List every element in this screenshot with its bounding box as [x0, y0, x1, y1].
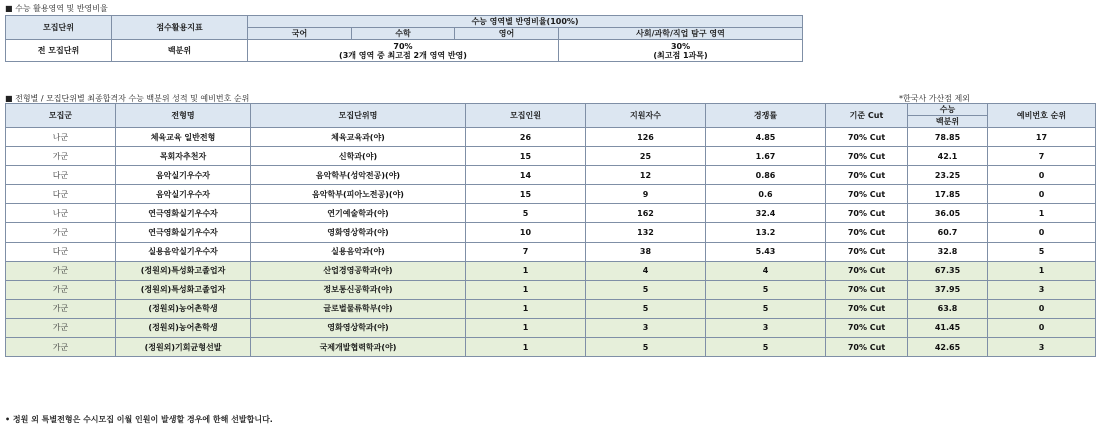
cell-group: 다군 — [6, 185, 116, 204]
header-english: 영어 — [455, 28, 559, 40]
cell-quota: 15 — [466, 147, 586, 166]
cell-ratio: 4 — [706, 261, 826, 280]
cell-unit: 실용음악과(야) — [251, 242, 466, 261]
inquiry-note: (최고점 1과목) — [653, 50, 708, 60]
cell-cut: 70% Cut — [826, 128, 908, 147]
cell-cut: 70% Cut — [826, 299, 908, 318]
cell-type: 체육교육 일반전형 — [116, 128, 251, 147]
cell-applicants: 25 — [586, 147, 706, 166]
cell-group: 다군 — [6, 166, 116, 185]
table-row — [6, 338, 1096, 357]
cell-group: 가군 — [6, 280, 116, 299]
cell-quota: 15 — [466, 185, 586, 204]
cell-kme — [248, 40, 559, 62]
korean-history-note: *한국사 가산점 제외 — [899, 94, 970, 103]
header-cut: 기준 Cut — [826, 104, 908, 128]
cell-applicants: 4 — [586, 261, 706, 280]
cell-applicants: 38 — [586, 242, 706, 261]
cell-type: 연극영화실기우수자 — [116, 204, 251, 223]
section1-title: ■ 수능 활용영역 및 반영비율 — [5, 4, 108, 13]
header-inquiry: 사회/과학/직업 탐구 영역 — [559, 28, 803, 40]
cell-percentile: 67.35 — [908, 261, 988, 280]
cell-group: 가군 — [6, 318, 116, 337]
header-suneung: 수능 — [908, 104, 988, 116]
kme-note: (3개 영역 중 최고점 2개 영역 반영) — [339, 50, 467, 60]
cell-percentile: 37.95 — [908, 280, 988, 299]
cell-quota: 1 — [466, 318, 586, 337]
cell-waitlist: 5 — [988, 242, 1096, 261]
cell-cut: 70% Cut — [826, 318, 908, 337]
cell-ratio: 4.85 — [706, 128, 826, 147]
cell-ratio: 0.6 — [706, 185, 826, 204]
cell-unit: 음악학부(피아노전공)(야) — [251, 185, 466, 204]
cell-ratio: 3 — [706, 318, 826, 337]
results-table — [5, 103, 1096, 357]
cell-applicants: 12 — [586, 166, 706, 185]
cell-type: 음악실기우수자 — [116, 166, 251, 185]
cell-unit: 신학과(야) — [251, 147, 466, 166]
section2-title: ■ 전형별 / 모집단위별 최종합격자 수능 백분위 성적 및 예비번호 순위 — [5, 94, 250, 103]
cell-type: 실용음악실기우수자 — [116, 242, 251, 261]
cell-ratio: 32.4 — [706, 204, 826, 223]
cell-type: (정원외)농어촌학생 — [116, 299, 251, 318]
cell-ratio: 5.43 — [706, 242, 826, 261]
cell-quota: 1 — [466, 338, 586, 357]
cell-quota: 1 — [466, 299, 586, 318]
cell-quota: 1 — [466, 261, 586, 280]
cell-type: 음악실기우수자 — [116, 185, 251, 204]
cell-waitlist: 0 — [988, 299, 1096, 318]
header-applicants: 지원자수 — [586, 104, 706, 128]
header-waitlist: 예비번호 순위 — [988, 104, 1096, 128]
cell-percentile: 63.8 — [908, 299, 988, 318]
cell-type: (정원외)기회균형선발 — [116, 338, 251, 357]
cell-group: 가군 — [6, 261, 116, 280]
header-unit-name: 모집단위명 — [251, 104, 466, 128]
cell-unit: 연기예술학과(야) — [251, 204, 466, 223]
table-row — [6, 223, 1096, 242]
cell-quota: 10 — [466, 223, 586, 242]
cell-quota: 5 — [466, 204, 586, 223]
table-row — [6, 318, 1096, 337]
cell-group: 가군 — [6, 147, 116, 166]
cell-type: 연극영화실기우수자 — [116, 223, 251, 242]
cell-unit: 영화영상학과(야) — [251, 223, 466, 242]
cell-unit: 정보통신공학과(야) — [251, 280, 466, 299]
cell-percentile: 41.45 — [908, 318, 988, 337]
header-type: 전형명 — [116, 104, 251, 128]
cell-waitlist: 1 — [988, 261, 1096, 280]
cell-applicants: 126 — [586, 128, 706, 147]
cell-unit: 영화영상학과(야) — [251, 318, 466, 337]
cell-group: 나군 — [6, 204, 116, 223]
cell-quota: 14 — [466, 166, 586, 185]
cell-waitlist: 0 — [988, 223, 1096, 242]
cell-group: 다군 — [6, 242, 116, 261]
cell-cut: 70% Cut — [826, 338, 908, 357]
cell-percentile: 78.85 — [908, 128, 988, 147]
cell-quota: 7 — [466, 242, 586, 261]
table-row — [6, 299, 1096, 318]
cell-unit: 산업경영공학과(야) — [251, 261, 466, 280]
cell-unit: 체육교육과(야) — [251, 128, 466, 147]
cell-unit: 전 모집단위 — [6, 40, 112, 62]
cell-unit: 글로벌물류학부(야) — [251, 299, 466, 318]
table-row — [6, 261, 1096, 280]
cell-waitlist: 3 — [988, 280, 1096, 299]
cell-unit: 음악학부(성악전공)(야) — [251, 166, 466, 185]
cell-applicants: 5 — [586, 299, 706, 318]
table-row — [6, 280, 1096, 299]
cell-cut: 70% Cut — [826, 280, 908, 299]
cell-unit: 국제개발협력학과(야) — [251, 338, 466, 357]
cell-group: 가군 — [6, 223, 116, 242]
inquiry-percent: 30% — [670, 41, 691, 51]
table-row — [6, 166, 1096, 185]
cell-waitlist: 7 — [988, 147, 1096, 166]
header-competition: 경쟁률 — [706, 104, 826, 128]
header-math: 수학 — [352, 28, 455, 40]
cell-ratio: 5 — [706, 338, 826, 357]
cell-waitlist: 3 — [988, 338, 1096, 357]
cell-applicants: 5 — [586, 280, 706, 299]
cell-ratio: 13.2 — [706, 223, 826, 242]
cell-applicants: 132 — [586, 223, 706, 242]
cell-type: 목회자추천자 — [116, 147, 251, 166]
cell-quota: 26 — [466, 128, 586, 147]
cell-ratio: 0.86 — [706, 166, 826, 185]
cell-cut: 70% Cut — [826, 261, 908, 280]
header-percentile: 백분위 — [908, 116, 988, 128]
cell-percentile: 36.05 — [908, 204, 988, 223]
cell-type: (정원외)특성화고졸업자 — [116, 280, 251, 299]
header-quota: 모집인원 — [466, 104, 586, 128]
header-ratio: 수능 영역별 반영비율(100%) — [248, 16, 803, 28]
table-row — [6, 185, 1096, 204]
cell-cut: 70% Cut — [826, 223, 908, 242]
header-group: 모집군 — [6, 104, 116, 128]
kme-percent: 70% — [393, 41, 413, 51]
cell-quota: 1 — [466, 280, 586, 299]
table-row — [6, 147, 1096, 166]
cell-percentile: 42.65 — [908, 338, 988, 357]
cell-type: (정원외)농어촌학생 — [116, 318, 251, 337]
table-row — [6, 242, 1096, 261]
cell-waitlist: 17 — [988, 128, 1096, 147]
cell-waitlist: 0 — [988, 166, 1096, 185]
cell-applicants: 3 — [586, 318, 706, 337]
cell-applicants: 5 — [586, 338, 706, 357]
cell-ratio: 5 — [706, 280, 826, 299]
cell-index: 백분위 — [112, 40, 248, 62]
cell-cut: 70% Cut — [826, 185, 908, 204]
cell-waitlist: 0 — [988, 318, 1096, 337]
cell-applicants: 162 — [586, 204, 706, 223]
cell-ratio: 1.67 — [706, 147, 826, 166]
cell-ratio: 5 — [706, 299, 826, 318]
cell-cut: 70% Cut — [826, 242, 908, 261]
cell-group: 나군 — [6, 128, 116, 147]
header-unit: 모집단위 — [6, 16, 112, 40]
cell-percentile: 23.25 — [908, 166, 988, 185]
cell-waitlist: 1 — [988, 204, 1096, 223]
cell-cut: 70% Cut — [826, 204, 908, 223]
cell-inquiry — [559, 40, 803, 62]
reflection-ratio-table — [5, 15, 803, 62]
cell-cut: 70% Cut — [826, 166, 908, 185]
cell-applicants: 9 — [586, 185, 706, 204]
cell-percentile: 17.85 — [908, 185, 988, 204]
header-korean: 국어 — [248, 28, 352, 40]
table-row — [6, 204, 1096, 223]
cell-percentile: 42.1 — [908, 147, 988, 166]
cell-group: 가군 — [6, 338, 116, 357]
header-index: 점수활용지표 — [112, 16, 248, 40]
cell-percentile: 60.7 — [908, 223, 988, 242]
table-row — [6, 128, 1096, 147]
cell-type: (정원외)특성화고졸업자 — [116, 261, 251, 280]
cell-cut: 70% Cut — [826, 147, 908, 166]
cell-waitlist: 0 — [988, 185, 1096, 204]
cell-group: 가군 — [6, 299, 116, 318]
footnote: • 정원 외 특별전형은 수시모집 이월 인원이 발생할 경우에 한해 선발합니다. — [5, 415, 273, 424]
cell-percentile: 32.8 — [908, 242, 988, 261]
